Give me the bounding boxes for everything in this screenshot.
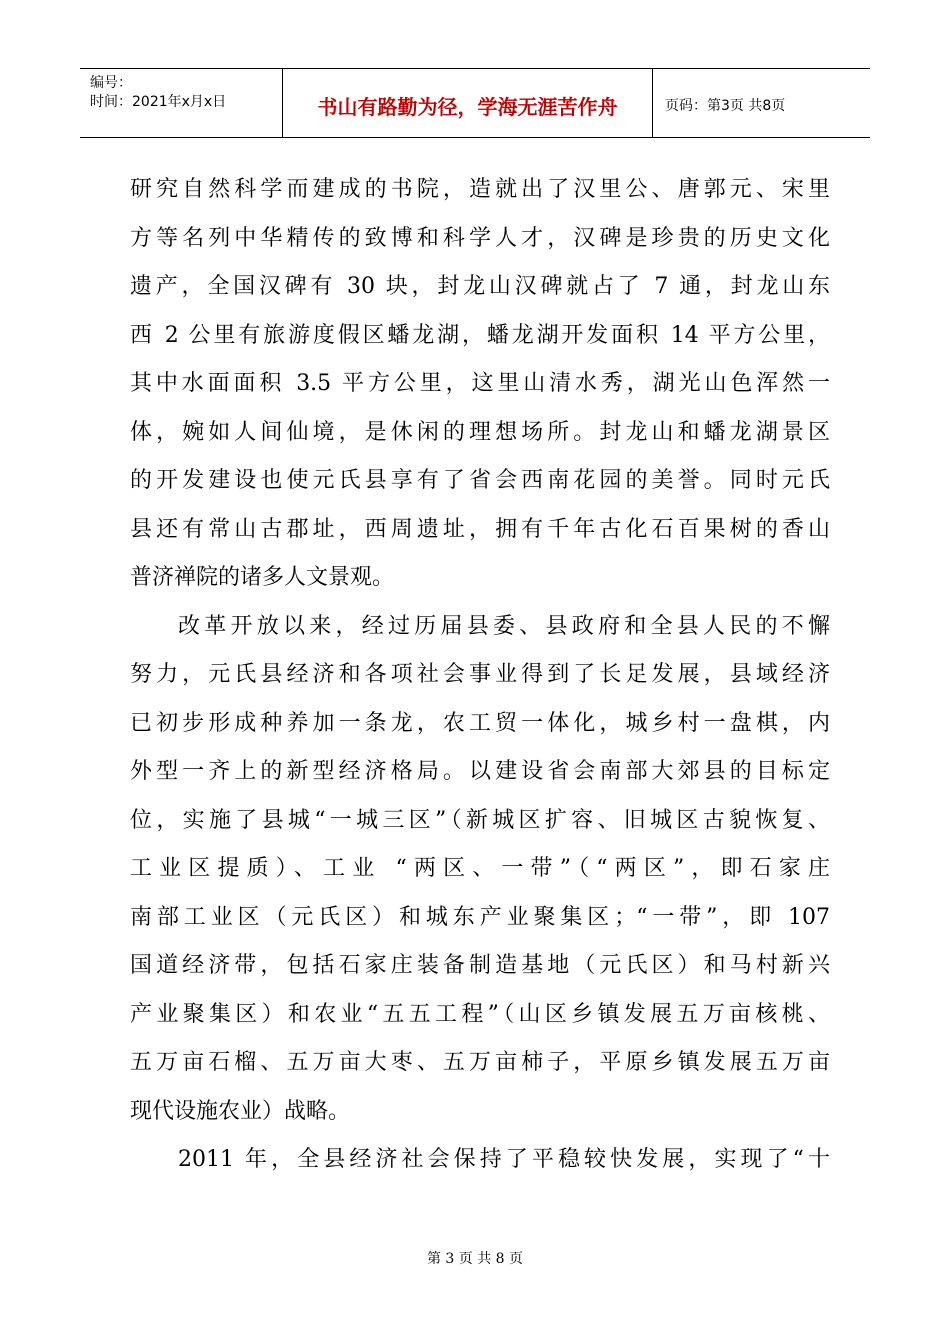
paragraph-end-line: 普济禅院的诸多人文景观。	[130, 565, 395, 590]
text-line: 西 2 公里有旅游度假区蟠龙湖，蟠龙湖开发面积 14 平方公里，	[130, 322, 830, 348]
header-page-cell	[653, 69, 870, 137]
text-line: 产业聚集区）和农业“五五工程”（山区乡镇发展五万亩核桃、	[130, 1001, 830, 1027]
text-line: 外型一齐上的新型经济格局。以建设省会南部大郊县的目标定	[130, 759, 830, 784]
text-line: 五万亩石榴、五万亩大枣、五万亩柿子，平原乡镇发展五万亩	[130, 1050, 830, 1075]
page-footer	[0, 1248, 950, 1268]
header-meta-cell	[80, 69, 283, 137]
text-line: 县还有常山古郡址，西周遗址，拥有千年古化石百果树的香山	[130, 516, 830, 542]
motto-text: 书山有路勤为径，学海无涯苦作舟	[317, 94, 618, 119]
text-line: 努力，元氏县经济和各项社会事业得到了长足发展，县域经济	[130, 662, 830, 687]
text-line: 已初步形成种养加一条龙，农工贸一体化，城乡村一盘棋，内	[130, 710, 830, 736]
text-line: 其中水面面积 3.5 平方公里，这里山清水秀，湖光山色浑然一	[130, 371, 830, 396]
number-label: 编号：	[90, 75, 132, 91]
paragraph-start-line: 2011 年，全县经济社会保持了平稳较快发展，实现了“十	[178, 1147, 830, 1172]
text-line: 工业区提质）、工业 “两区、一带”（“两区”，即石家庄	[130, 856, 830, 881]
document-body	[130, 166, 830, 1185]
text-line: 南部工业区（元氏区）和城东产业聚集区；“一带”，即 107	[130, 904, 830, 930]
text-line: 国道经济带，包括石家庄装备制造基地（元氏区）和马村新兴	[130, 953, 830, 978]
text-line: 方等名列中华精传的致博和科学人才，汉碑是珍贵的历史文化	[130, 225, 830, 251]
page-info: 页码：第3页 共8页	[665, 98, 786, 114]
header-motto-cell	[283, 69, 653, 137]
text-line: 的开发建设也使元氏县享有了省会西南花园的美誉。同时元氏	[130, 468, 830, 493]
time-label: 时间：2021年x月x日	[90, 94, 227, 110]
footer-page-number: 第 3 页 共 8 页	[426, 1251, 524, 1267]
text-line: 体，婉如人间仙境，是休闲的理想场所。封龙山和蟠龙湖景区	[130, 419, 830, 445]
text-line: 遗产，全国汉碑有 30 块，封龙山汉碑就占了 7 通，封龙山东	[130, 274, 830, 299]
paragraph-end-line: 现代设施农业）战略。	[130, 1098, 351, 1124]
text-line: 研究自然科学而建成的书院，造就出了汉里公、唐郭元、宋里	[130, 177, 830, 202]
paragraph-start-line: 改革开放以来，经过历届县委、县政府和全县人民的不懈	[178, 613, 830, 639]
document-header	[80, 68, 870, 138]
text-line: 位，实施了县城“一城三区”（新城区扩容、旧城区古貌恢复、	[130, 807, 830, 833]
